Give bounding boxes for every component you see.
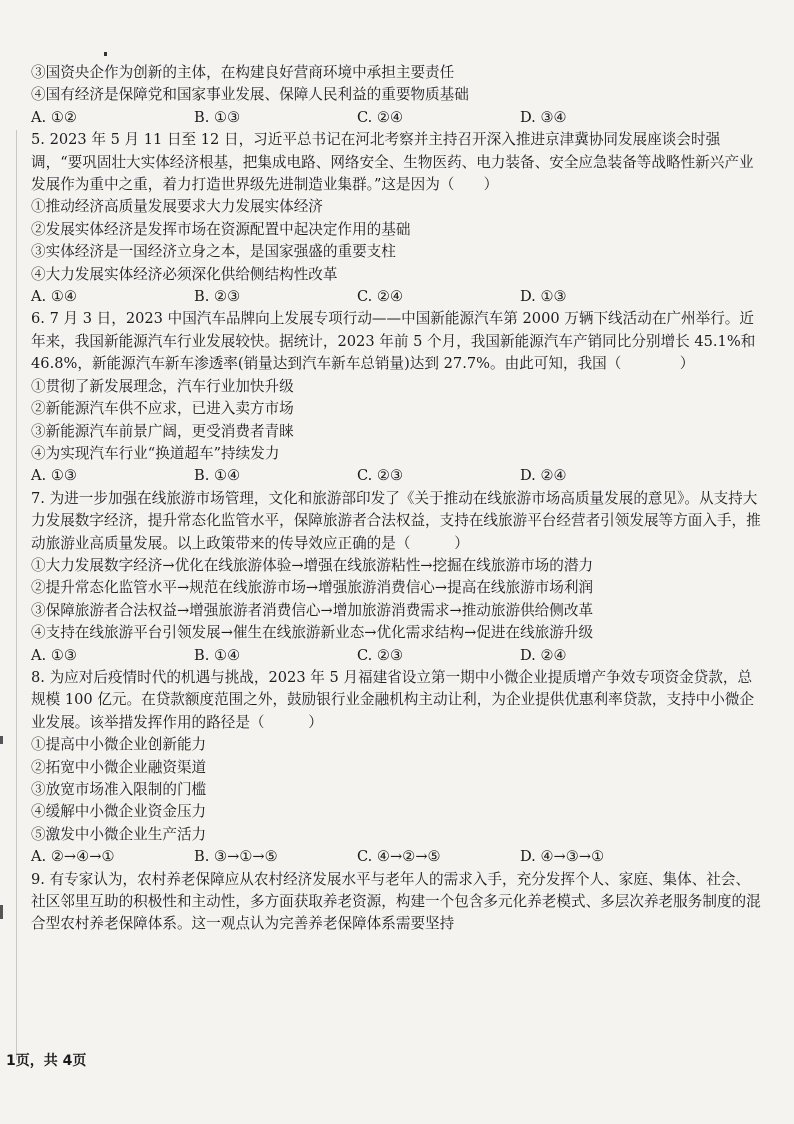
question-stem: 7. 为进一步加强在线旅游市场管理，文化和旅游部印发了《关于推动在线旅游市场高质量发展的意见》。从支持大力发展数字经济，提升常态化监管水平，保障旅游者合法权益，支持在线旅游平台经营者引领发展等方面入手，推动旅游业高质量发展。以上政策带来的传导效应正确的是（ ）	[31, 489, 761, 552]
gutter-mark	[0, 736, 3, 744]
choice-a: A. ①②	[31, 108, 77, 126]
question-7	[31, 488, 761, 667]
choice-d: D. ①③	[520, 288, 567, 306]
choice-b: B. ②③	[194, 288, 241, 306]
choice-c: C. ②④	[357, 288, 404, 306]
choice-row	[31, 846, 761, 868]
choice-c: C. ②④	[357, 108, 404, 126]
page-footer: 1页，共 4页	[6, 1053, 87, 1069]
choice-d: D. ②④	[520, 467, 567, 485]
option-line: ③保障旅游者合法权益→增强旅游者消费信心→增加旅游消费需求→推动旅游供给侧改革	[31, 601, 594, 619]
question-8	[31, 667, 761, 869]
question-stem: 6. 7 月 3 日，2023 中国汽车品牌向上发展专项行动——中国新能源汽车第 2000 万辆下线活动在广州举行。近年来，我国新能源汽车行业发展较快。据统计，2023 年前 5 个月，我国新能源汽车产销同比分别增长 45.1%和 46.8%，新能源汽车新车渗透率(销量达到汽车新车总销量)达到 27.7%。由此可知，我国（ ）	[31, 310, 756, 373]
question-stem: 8. 为应对后疫情时代的机遇与挑战，2023 年 5 月福建省设立第一期中小微企业提质增产争效专项资金贷款，总规模 100 亿元。在贷款额度范围之外，鼓励银行业金融机构主动让利，为企业提供优惠利率贷款，支持中小微企业发展。该举措发挥作用的路径是（ ）	[31, 668, 755, 731]
choice-b: B. ①③	[194, 108, 241, 126]
print-speck	[104, 52, 107, 56]
binding-margin-line	[16, 130, 17, 1060]
question-content	[31, 62, 761, 936]
option-line: ③新能源汽车前景广阔，更受消费者青睐	[31, 422, 294, 440]
choice-a: A. ①④	[31, 288, 77, 306]
option-line: ④缓解中小微企业资金压力	[31, 803, 207, 821]
choice-row	[31, 286, 761, 308]
choice-b: B. ①④	[194, 646, 241, 664]
option-line: ②拓宽中小微企业融资渠道	[31, 758, 207, 776]
option-line: ④为实现汽车行业“换道超车”持续发力	[31, 444, 280, 462]
choice-row	[31, 465, 761, 487]
option-line: ②新能源汽车供不应求，已进入卖方市场	[31, 400, 294, 418]
option-line: ①推动经济高质量发展要求大力发展实体经济	[31, 198, 323, 216]
option-line: ③放宽市场准入限制的门槛	[31, 781, 207, 798]
choice-row	[31, 645, 761, 667]
choice-b: B. ①④	[194, 467, 241, 485]
choice-a: A. ②→④→①	[31, 848, 115, 866]
option-line: ②发展实体经济是发挥市场在资源配置中起决定作用的基础	[31, 220, 411, 238]
choice-row	[31, 107, 761, 129]
option-line: ④国有经济是保障党和国家事业发展、保障人民利益的重要物质基础	[31, 86, 469, 104]
choice-a: A. ①③	[31, 467, 77, 485]
option-line: ③国资央企作为创新的主体，在构建良好营商环境中承担主要责任	[31, 64, 455, 81]
choice-c: C. ④→②→⑤	[357, 848, 441, 866]
option-line: ①大力发展数字经济→优化在线旅游体验→增强在线旅游粘性→挖掘在线旅游市场的潜力	[31, 556, 594, 574]
choice-c: C. ②③	[357, 646, 404, 664]
choice-a: A. ①③	[31, 646, 77, 664]
option-line: ①提高中小微企业创新能力	[31, 736, 207, 754]
question-5	[31, 129, 761, 308]
gutter-mark	[0, 905, 3, 919]
option-line: ④大力发展实体经济必须深化供给侧结构性改革	[31, 265, 338, 283]
choice-c: C. ②③	[357, 467, 404, 485]
choice-d: D. ④→③→①	[520, 848, 605, 866]
question-stem: 9. 有专家认为，农村养老保障应从农村经济发展水平与老年人的需求入手，充分发挥个人、家庭、集体、社会、社区邻里互助的积极性和主动性，多方面获取养老资源，构建一个包含多元化养老模式、多层次养老服务制度的混合型农村养老保障体系。这一观点认为完善养老保障体系需要坚持	[31, 870, 761, 933]
choice-d: D. ③④	[520, 108, 567, 126]
question-6	[31, 308, 761, 487]
option-line: ③实体经济是一国经济立身之本，是国家强盛的重要支柱	[31, 243, 396, 261]
choice-b: B. ③→①→⑤	[194, 848, 278, 866]
choice-d: D. ②④	[520, 646, 567, 664]
option-line: ⑤激发中小微企业生产活力	[31, 825, 207, 843]
option-line: ②提升常态化监管水平→规范在线旅游市场→增强旅游消费信心→提高在线旅游市场利润	[31, 579, 594, 597]
question-9	[31, 869, 761, 936]
question-stem: 5. 2023 年 5 月 11 日至 12 日，习近平总书记在河北考察并主持召开深入推进京津冀协同发展座谈会时强调，“要巩固壮大实体经济根基，把集成电路、网络安全、生物医药、电力装备、安全应急装备等战略性新兴产业发展作为重中之重，着力打造世界级先进制造业集群。”这是因为（ ）	[31, 131, 754, 194]
option-line: ①贯彻了新发展理念，汽车行业加快升级	[31, 377, 294, 395]
option-line: ④支持在线旅游平台引领发展→催生在线旅游新业态→优化需求结构→促进在线旅游升级	[31, 624, 594, 642]
